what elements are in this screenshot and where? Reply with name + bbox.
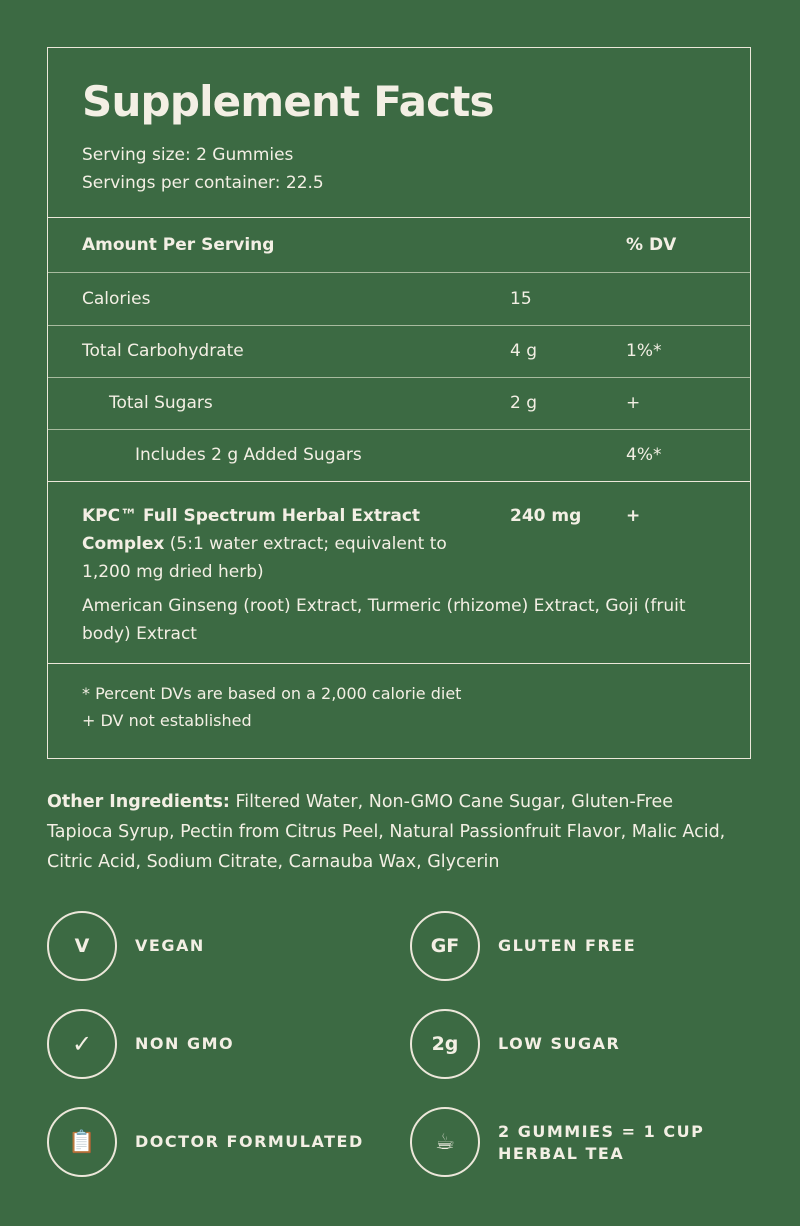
row-divider bbox=[48, 429, 750, 430]
kpc-dv: + bbox=[626, 506, 641, 526]
other-ingredients-label: Other Ingredients: bbox=[47, 792, 230, 812]
kpc-ingredient bbox=[82, 502, 492, 586]
serving-size: Serving size: 2 Gummies bbox=[82, 145, 294, 165]
row-divider bbox=[48, 325, 750, 326]
other-ingredients-text: Filtered Water, Non-GMO Cane Sugar, Gluten-Free Tapioca Syrup, Pectin from Citrus Peel, Natural Passionfruit Flavor, Malic Acid, Citric Acid, Sodium Citrate, Carnauba Wax, Glycerin bbox=[47, 792, 726, 872]
nutrient-dv: 4%* bbox=[626, 445, 662, 465]
low-sugar-icon: 2g bbox=[410, 1009, 480, 1079]
badge-label: VEGAN bbox=[135, 936, 205, 955]
kpc-detail: (5:1 water extract; equivalent to 1,200 mg dried herb) bbox=[82, 534, 447, 582]
page-title: Supplement Facts bbox=[82, 77, 494, 126]
herb-list: American Ginseng (root) Extract, Turmeric (rhizome) Extract, Goji (fruit body) Extract bbox=[82, 596, 686, 644]
row-divider bbox=[48, 377, 750, 378]
nutrient-name: Total Sugars bbox=[109, 393, 213, 413]
nutrient-dv: 1%* bbox=[626, 341, 662, 361]
divider bbox=[48, 663, 750, 664]
badge-label: NON GMO bbox=[135, 1034, 235, 1053]
nutrient-name: Calories bbox=[82, 289, 151, 309]
vegan-icon: V bbox=[47, 911, 117, 981]
amount-per-serving-header: Amount Per Serving bbox=[82, 235, 275, 255]
servings-per-container: Servings per container: 22.5 bbox=[82, 173, 324, 193]
gluten-free-icon: GF bbox=[410, 911, 480, 981]
footnote-dv: * Percent DVs are based on a 2,000 calorie diet bbox=[82, 684, 462, 703]
badge-label: LOW SUGAR bbox=[498, 1034, 621, 1053]
dv-header: % DV bbox=[626, 235, 677, 255]
badge-label: DOCTOR FORMULATED bbox=[135, 1132, 364, 1151]
divider bbox=[48, 217, 750, 218]
nutrient-dv: + bbox=[626, 393, 641, 413]
divider bbox=[48, 481, 750, 482]
nutrient-amount: 15 bbox=[510, 289, 532, 309]
badge-label: 2 GUMMIES = 1 CUP bbox=[498, 1122, 705, 1141]
supplement-facts-panel bbox=[47, 47, 751, 759]
nutrient-amount: 2 g bbox=[510, 393, 538, 413]
kpc-amount: 240 mg bbox=[510, 506, 582, 526]
nutrient-name: Total Carbohydrate bbox=[82, 341, 244, 361]
tea-cup-icon: ☕ bbox=[410, 1107, 480, 1177]
clipboard-icon: 📋 bbox=[47, 1107, 117, 1177]
checkmark-icon: ✓ bbox=[47, 1009, 117, 1079]
row-divider bbox=[48, 272, 750, 273]
nutrient-name: Includes 2 g Added Sugars bbox=[135, 445, 362, 465]
other-ingredients bbox=[47, 787, 737, 877]
badge-label: GLUTEN FREE bbox=[498, 936, 637, 955]
badge-label-line-2: HERBAL TEA bbox=[498, 1144, 625, 1163]
footnote-not-established: + DV not established bbox=[82, 711, 252, 730]
nutrient-amount: 4 g bbox=[510, 341, 538, 361]
kpc-name: KPC™ Full Spectrum Herbal Extract Complex bbox=[82, 506, 421, 554]
